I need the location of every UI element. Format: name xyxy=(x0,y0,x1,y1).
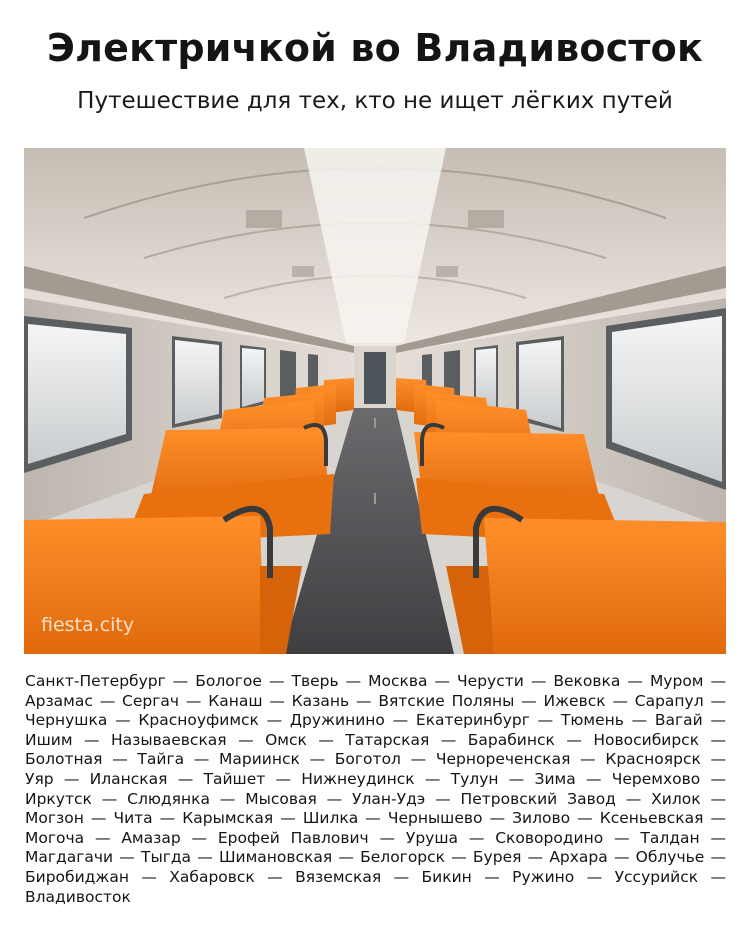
vent xyxy=(468,210,504,228)
station-name: Иланская xyxy=(89,769,168,788)
station-name: Красноярск xyxy=(605,750,701,769)
station-name: Ерофей Павлович xyxy=(217,828,369,847)
station-name: Арзамас xyxy=(25,691,93,710)
station-name: Тайга xyxy=(137,750,185,769)
station-name: Черемхово xyxy=(611,769,701,788)
station-name: Ишим xyxy=(25,730,73,749)
vent xyxy=(246,210,282,228)
station-name: Бурея xyxy=(472,848,522,867)
station-name: Уссурийск xyxy=(614,867,699,886)
station-name: Иркутск xyxy=(25,789,92,808)
station-name: Сковородино xyxy=(495,828,604,847)
station-name: Называевская xyxy=(110,730,227,749)
station-name: Петровский Завод xyxy=(460,789,616,808)
station-name: Канаш xyxy=(208,691,263,710)
station-name: Дружинино xyxy=(289,711,385,730)
station-name: Мариинск xyxy=(219,750,300,769)
station-name: Бикин xyxy=(421,867,472,886)
station-name: Болотная xyxy=(25,750,103,769)
station-name: Вятские Поляны xyxy=(378,691,515,710)
station-name: Хабаровск xyxy=(169,867,255,886)
station-name: Тверь xyxy=(291,672,339,690)
station-name: Вековка xyxy=(553,672,621,690)
train-interior-illustration xyxy=(24,148,726,654)
station-name: Чернышево xyxy=(387,809,483,828)
station-name: Ксеньевская xyxy=(599,809,704,828)
station-name: Тюмень xyxy=(560,711,624,730)
station-name: Владивосток xyxy=(25,887,131,906)
station-name: Белогорск xyxy=(360,848,446,867)
page-title: Электричкой во Владивосток xyxy=(47,26,703,70)
station-name: Барабинск xyxy=(467,730,555,749)
station-name: Москва xyxy=(368,672,428,690)
station-name: Тыгда xyxy=(140,848,192,867)
station-name: Слюдянка xyxy=(127,789,210,808)
station-name: Могзон xyxy=(25,809,84,828)
watermark: fiesta.city xyxy=(41,614,135,636)
station-name: Зилово xyxy=(512,809,571,828)
station-name: Новосибирск xyxy=(593,730,700,749)
station-name: Биробиджан xyxy=(25,867,129,886)
station-name: Зима xyxy=(534,769,576,788)
station-name: Чернушка xyxy=(25,711,108,730)
station-name: Шилка xyxy=(302,809,359,828)
station-name: Боготол xyxy=(334,750,401,769)
train-interior-photo xyxy=(24,148,726,654)
station-name: Уруша xyxy=(405,828,459,847)
station-name: Омск xyxy=(265,730,307,749)
station-name: Тулун xyxy=(450,769,499,788)
station-name: Хилок xyxy=(651,789,701,808)
station-name: Санкт-Петербург xyxy=(25,672,166,690)
station-name: Сарапул xyxy=(634,691,704,710)
station-name: Амазар xyxy=(121,828,181,847)
station-name: Чита xyxy=(113,809,153,828)
station-name: Облучье xyxy=(635,848,705,867)
end-door xyxy=(364,352,386,404)
station-name: Татарская xyxy=(345,730,430,749)
station-name: Магдагачи xyxy=(25,848,114,867)
page-subtitle: Путешествие для тех, кто не ищет лёгких путей xyxy=(77,88,673,114)
station-name: Красноуфимск xyxy=(138,711,259,730)
station-name: Могоча xyxy=(25,828,85,847)
station-name: Екатеринбург xyxy=(415,711,530,730)
station-name: Уяр xyxy=(25,769,54,788)
station-name: Черусти xyxy=(457,672,524,690)
station-name: Талдан xyxy=(640,828,700,847)
station-name: Вагай xyxy=(654,711,703,730)
station-route-list: Санкт-Петербург — Бологое — Тверь — Москва — Черусти — Вековка — Муром — Арзамас — Сергач — Канаш — Казань — Вятские Поляны — Ижевск — Сарапул — Чернушка — Красноуфимск — Дружинино — Екатеринбург — Тюмень — Вагай — Ишим — Называевская — Омск — Татарская — Барабинск — Новосибирск — Болотная — Тайга — Мариинск — Боготол — Чернореченская — Красноярск — Уяр — Иланская — Тайшет — Нижнеудинск — Тулун — Зима — Черемхово — Иркутск — Слюдянка — Мысовая — Улан-Удэ — Петровский Завод — Хилок — Могзон — Чита — Карымская — Шилка — Чернышево — Зилово — Ксеньевская — Могоча — Амазар — Ерофей Павлович — Уруша — Сковородино — Талдан — Магдагачи — Тыгда — Шимановская — Белогорск — Бурея — Архара — Облучье — Биробиджан — Хабаровск — Вяземская — Бикин — Ружино — Уссурийск — Владивосток xyxy=(25,672,727,906)
station-name: Тайшет xyxy=(203,769,266,788)
station-name: Ижевск xyxy=(543,691,606,710)
station-name: Архара xyxy=(549,848,608,867)
station-name: Шимановская xyxy=(218,848,333,867)
station-name: Вяземская xyxy=(295,867,382,886)
station-name: Сергач xyxy=(122,691,180,710)
station-name: Казань xyxy=(291,691,350,710)
station-name: Мысовая xyxy=(245,789,317,808)
station-name: Муром xyxy=(649,672,704,690)
station-name: Нижнеудинск xyxy=(301,769,415,788)
station-name: Ружино xyxy=(512,867,575,886)
station-name: Улан-Удэ xyxy=(352,789,426,808)
station-name: Чернореченская xyxy=(435,750,571,769)
station-name: Карымская xyxy=(182,809,274,828)
station-name: Бологое xyxy=(195,672,262,690)
